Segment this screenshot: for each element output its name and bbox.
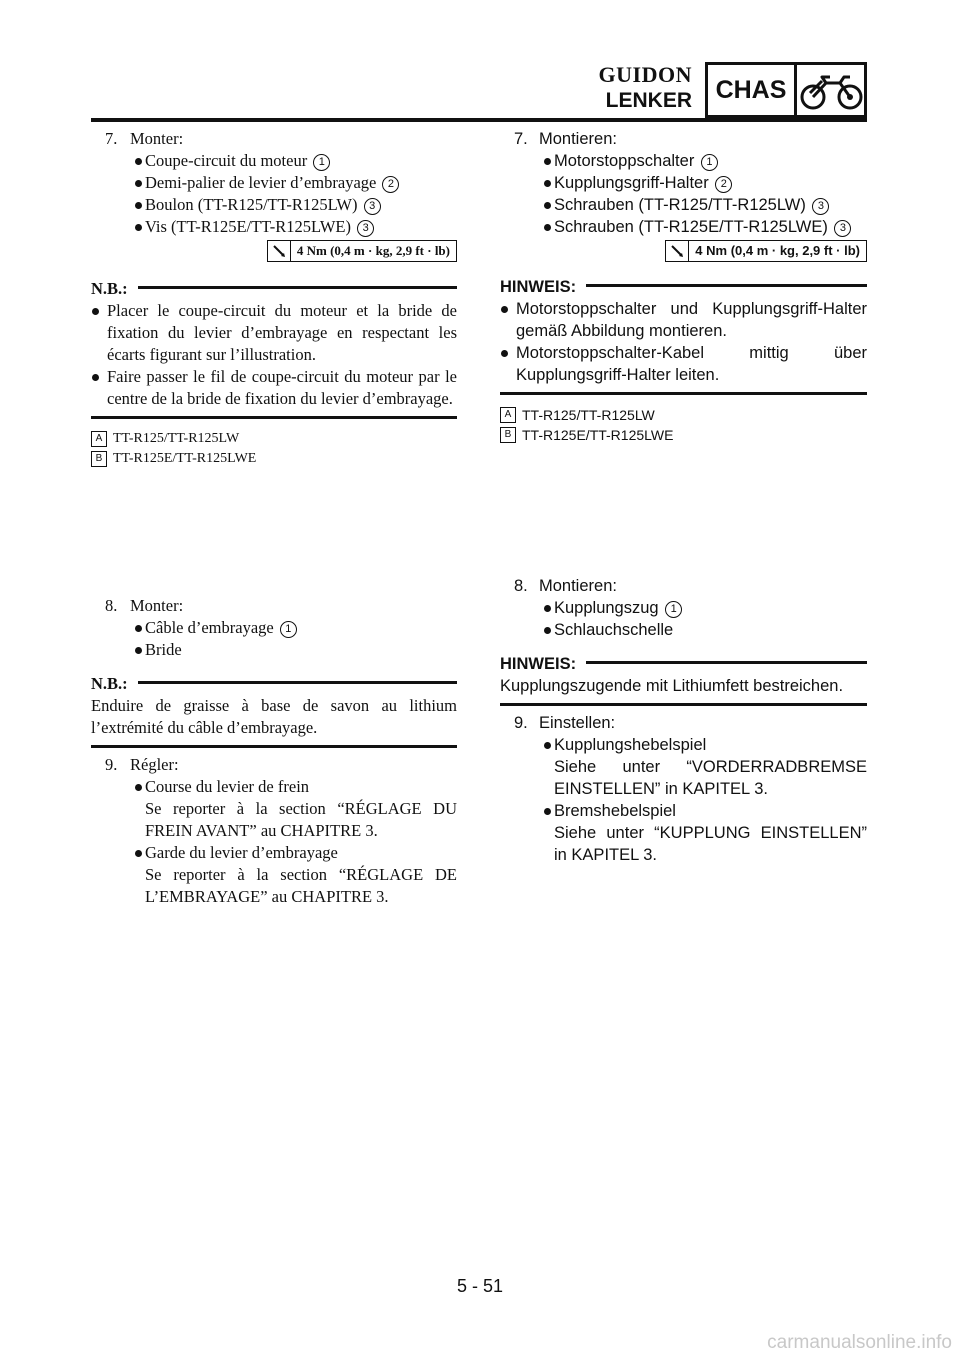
note-item: Motorstoppschalter-Kabel mittig über Kupplungsgriff-Halter leiten. [500,342,867,386]
step-7: 7. Monter: [105,129,184,148]
variant-legend [91,429,457,469]
variant-item: B TT-R125E/TT-R125LWE [500,425,867,445]
list-item: Schrauben (TT-R125E/TT-R125LWE) 3 [500,216,867,238]
section-badge [705,62,867,118]
step-9: 9. Régler: [105,755,179,774]
motorcycle-icon [800,71,864,113]
page-number: 5 - 51 [456,1276,504,1296]
wrench-icon [268,241,291,261]
list-item: Vis (TT-R125E/TT-R125LWE) 3 [91,216,457,238]
watermark: carmanualsonline.info [767,1332,952,1353]
list-subtext: Siehe unter “KUPPLUNG EINSTELLEN” in KAPITEL 3. [554,824,867,864]
list-item: Bremshebelspiel [500,800,867,822]
step-8: 8. Montieren: [514,577,617,595]
list-item: Coupe-circuit du moteur 1 [91,150,457,172]
list-subtext: Se reporter à la section “RÉGLAGE DU FREIN AVANT” au CHAPITRE 3. [145,799,457,840]
note-rule [91,416,457,419]
list-item: Schrauben (TT-R125/TT-R125LW) 3 [500,194,867,216]
note-rule [500,703,867,706]
list-item: Kupplungsgriff-Halter 2 [500,172,867,194]
note-heading: HINWEIS: [500,653,867,675]
section-label: CHAS [708,65,797,115]
torque-spec: 4 Nm (0,4 m · kg, 2,9 ft · lb) [91,240,457,262]
torque-spec: 4 Nm (0,4 m · kg, 2,9 ft · lb) [500,240,867,262]
list-item: Course du levier de frein [91,776,457,798]
list-subtext: Se reporter à la section “RÉGLAGE DE L’EMBRAYAGE” au CHAPITRE 3. [145,865,457,906]
note-heading: HINWEIS: [500,276,867,298]
list-item: Kupplungszug 1 [500,597,867,619]
step-9: 9. Einstellen: [514,714,616,732]
note-item: Motorstoppschalter und Kupplungsgriff-Halter gemäß Abbildung montieren. [500,298,867,342]
title-fr: GUIDON [598,62,692,87]
list-subtext: Siehe unter “VORDERRADBREMSE EINSTELLEN” in KAPITEL 3. [554,758,867,798]
list-item: Câble d’embrayage 1 [91,617,457,639]
variant-item: A TT-R125/TT-R125LW [91,429,457,449]
step-7: 7. Montieren: [514,130,617,148]
note-text: Kupplungszugende mit Lithiumfett bestreichen. [500,677,844,695]
list-item: Bride [91,639,457,661]
column-french [91,128,457,908]
list-item: Demi-palier de levier d’embrayage 2 [91,172,457,194]
variant-item: B TT-R125E/TT-R125LWE [91,449,457,469]
list-item: Motorstoppschalter 1 [500,150,867,172]
header-rule [91,118,867,122]
list-item: Schlauchschelle [500,619,867,641]
note-text: Enduire de graisse à base de savon au lithium l’extrémité du câble d’embrayage. [91,696,457,737]
note-item: Placer le coupe-circuit du moteur et la bride de fixation du levier d’embrayage en respectant les écarts figurant sur l’illustration. [91,300,457,366]
variant-item: A TT-R125/TT-R125LW [500,405,867,425]
note-heading: N.B.: [91,278,457,300]
note-rule [500,392,867,395]
wrench-icon [666,241,689,261]
note-rule [91,745,457,748]
title-de: LENKER [605,89,692,112]
step-8: 8. Monter: [105,596,184,615]
list-item: Garde du levier d’embrayage [91,842,457,864]
note-item: Faire passer le fil de coupe-circuit du moteur par le centre de la bride de fixation du levier d’embrayage. [91,366,457,410]
list-item: Boulon (TT-R125/TT-R125LW) 3 [91,194,457,216]
variant-legend [500,405,867,445]
column-german [500,128,867,866]
section-titles [599,62,692,114]
note-heading: N.B.: [91,673,457,695]
list-item: Kupplungshebelspiel [500,734,867,756]
